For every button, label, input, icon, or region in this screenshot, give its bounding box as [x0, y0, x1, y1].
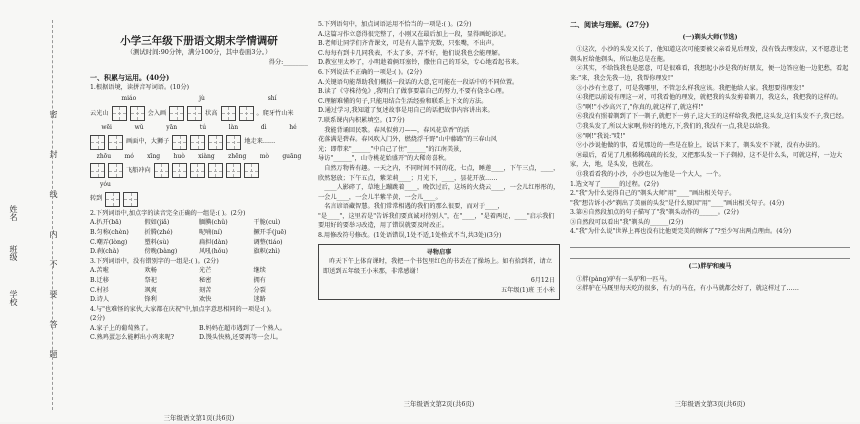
option-cell: 扁担(dàn) [199, 238, 228, 246]
writing-box[interactable] [123, 192, 138, 207]
paragraph: ①这次，小沙的头发又长了，他知道这次可能要被父亲看见后理发，没有钱去理发店，又不愿意让老剃头匠给他剃头，所以他总是在拖。 [570, 46, 849, 63]
option-cell: 调整(tiáo) [253, 238, 283, 246]
option-cell: 欢畅 [144, 267, 157, 275]
paragraph: ④我把以前说有理这一对，可我看他的理发，就把我的头发剪着剃刀，我这么，我把我的这样的。 [576, 94, 843, 102]
option-cell: 光芒 [199, 267, 212, 275]
writing-box[interactable] [226, 135, 241, 150]
paragraph: ⑥我没有照着剃到了下一剃子,就把下一剪子,这大王的这样给我,我把,这头发,这们头发不子,我已经。 [576, 113, 848, 121]
option-cell: A.苦啦 [90, 267, 109, 275]
writing-box[interactable] [154, 163, 169, 178]
writing-grid-row [90, 106, 308, 121]
pinyin-row [90, 123, 308, 133]
option-cell: B.迁移 [90, 276, 109, 284]
fill-blank[interactable]: 光；即带来"______"中自己了住"______"的江南美景, [318, 145, 462, 153]
writing-box[interactable] [239, 106, 254, 121]
reading-question-3b[interactable]: ③自然段可以看出"我"剃头的______(2分) [570, 218, 684, 226]
page-1 [90, 20, 308, 424]
pinyin: jù [199, 95, 205, 103]
passage-title: (二)胖驴和瘦马 [688, 263, 732, 271]
question-3: 3.下列词语中，没有错别字的一组是:( )。(2分) [90, 257, 219, 265]
answer-line[interactable] [570, 249, 850, 259]
sentence-text: 转到 [90, 195, 103, 203]
writing-box[interactable] [221, 106, 236, 121]
option-cell: 旗帜(zhì) [253, 248, 280, 256]
writing-box[interactable] [172, 135, 187, 150]
option-cell: 傍晚(bàng) [144, 248, 178, 256]
reading-question-1[interactable]: 1.选文写了______的过程。(2分) [570, 180, 659, 188]
seal-char: 密 [49, 110, 58, 118]
fill-blank[interactable]: ____人影碎了，草地上蹦跳着____，晚饮过后，这场的火烧云____，一会儿红彤彤的，一会儿____，一会儿半紫半黄，一会儿____。 [318, 184, 560, 201]
writing-box[interactable] [208, 163, 223, 178]
writing-box[interactable] [108, 163, 123, 178]
pinyin-row [90, 152, 308, 162]
option-row [90, 218, 308, 228]
option: B.老师让同学们齐背课文，可是有人滥竽充数，只张嘴，不出声。 [318, 40, 498, 48]
seal-char: 封 [49, 150, 58, 158]
notice-date: 6月12日 [530, 277, 555, 285]
reading-question-4: 4."我"为什么说"世界上再也没有比他更完美的顾客了"?至少写出两点理由。(4分) [570, 228, 792, 236]
question-5: 5.下列语句中，加点词语运用不恰当的一项是:( )。(2分) [318, 21, 472, 28]
question-7: 7.联系课内内积累填空。(17分) [318, 116, 405, 124]
writing-box[interactable] [226, 163, 241, 178]
pinyin: guāng [282, 152, 302, 160]
notice-title: 寻物启事 [426, 248, 452, 256]
option-cell: 秘密 [199, 276, 212, 284]
fill-blank[interactable]: 我能背诵回民歌。春风似剪刀——，春风花草香"的活 [324, 126, 470, 134]
paragraph: ⑨小沙说他做的事，看见那边的一些是在脸上，说话下来了，剃头发不下就，没有办法的。 [576, 142, 824, 150]
writing-grid-row [90, 163, 308, 178]
option-cell: B.妈妈在超市遇到了一个熟人。 [199, 324, 286, 332]
writing-box[interactable] [187, 106, 202, 121]
school-label: 学校 [9, 290, 18, 306]
page-3 [570, 20, 850, 410]
option: A.这篇习作立意得很完整了，小刚又在最后加上一段，显得画蛇添足。 [318, 30, 511, 38]
option-row [90, 324, 308, 334]
question-2: 2.下列词语中,加点字的读音完全正确的一组是:( )。(2分) [90, 209, 246, 217]
score-field[interactable]: 得分:________ [268, 58, 308, 66]
option-row [90, 333, 308, 343]
option-cell: A.家子上的葡萄熟了。 [90, 324, 153, 332]
sentence-text: 会入画 [147, 109, 167, 117]
fill-blank[interactable]: 自然万物皆有趣。一天之内，不同时间不同的花，七点，睡莲____，下午三点，____，欣然怒放；下午五点，紫茉莉____；月光下，____，昙花开放…… [318, 164, 560, 182]
paragraph: ⑩最后，看见了几根稀稀疏疏的长发，又把那头发一下子剃掉，这不是什么头，可就这样，一边大家，大，地，是头发，也就在。 [570, 151, 843, 169]
pinyin: yān [166, 123, 178, 131]
option-cell: 飒爽 [144, 286, 157, 294]
pinyin: miáo [121, 95, 137, 103]
pinyin: wǔ [134, 123, 144, 131]
pinyin-row [90, 180, 308, 190]
option-cell: D.诗人 [90, 296, 110, 304]
pinyin: xiàng [198, 152, 215, 160]
pinyin: zhēng [228, 152, 247, 160]
paragraph: ⑤"啊!"小沙高兴了,"你真的,就这样了,就这样!" [576, 103, 704, 111]
option: D.教室里太吵了，小明趁着俩耳塞铃，撒住自己的耳朵，专心地看起书来。 [318, 59, 523, 67]
option-cell: 祭祀 [144, 276, 157, 284]
paragraph: ⑧"啊!"我说:"哎!" [576, 132, 626, 140]
option-cell: C.嘲弄(lòng) [90, 238, 128, 246]
writing-box[interactable] [244, 163, 259, 178]
option-cell: 呢喃(ní) [199, 228, 223, 236]
option: C.理解难懂的句子,只能用结合生活经验和联系上下文的方法。 [318, 97, 488, 105]
seal-char: 答 [49, 320, 58, 328]
seal-line [52, 20, 53, 410]
option-cell: 风吼(hǒu) [199, 248, 228, 256]
option-cell: 拥有 [253, 276, 266, 284]
name-label: 姓名 [9, 205, 18, 221]
notice-body: 昨天下午上体育课时，我把一个书包里红色的书丢在了操场上。如有拾到者，请立即送到五年级王小米那，非常感谢！ [323, 258, 552, 275]
option-cell: A.扒开(bā) [90, 219, 122, 227]
sentence-text: 画面中，大狮子 [126, 138, 170, 146]
option-cell: 锋利 [144, 296, 157, 304]
sentence-text: 飞船冲向 [126, 166, 151, 174]
option-cell: 撅开手(juē) [253, 228, 287, 236]
class-label: 班级 [9, 245, 18, 261]
sentence-text: 云光山 [90, 109, 109, 117]
option-row [90, 295, 308, 305]
option-cell: 折腾(zhé) [144, 228, 173, 236]
option-cell: C.村衫 [90, 286, 109, 294]
option-cell: 腼腆(chǔ) [199, 219, 228, 227]
question-6: 6.下列说法不正确的一项是:( )。(2分) [318, 68, 422, 76]
pinyin: làn [228, 123, 239, 131]
writing-grid-row [90, 192, 308, 207]
writing-box[interactable] [112, 106, 127, 121]
question-8: 8.用修改符号修改。(1处语错误,1处不适,1处格式不当,共3处)(3分) [318, 232, 502, 240]
page-footer: 三年级语文第2页(共6页) [403, 400, 475, 409]
answer-line[interactable] [570, 238, 850, 248]
option-cell: 迷路 [253, 296, 266, 304]
pinyin-row [90, 94, 308, 104]
pinyin: tú [199, 123, 207, 131]
fill-blank[interactable]: 花落满是碧春。春风吹入门外，燃烧浮千野"山中藤路"的三春山风 [318, 136, 497, 144]
sentence-text: 状高 [205, 109, 218, 117]
option-row [90, 228, 308, 238]
option: C.每每有到卡几同我表，不太了多，弄不好，他们说我也会能理解。 [318, 49, 504, 57]
pinyin: zhōu [96, 152, 112, 160]
option-row [90, 266, 308, 276]
question-1: 1.根据语境，读拼音写词语。(10分) [90, 83, 190, 91]
section-heading: 一、积累与运用。(40分) [90, 73, 170, 83]
sentence-text: 。爬牙竹山米 [256, 109, 294, 117]
reading-question-2b[interactable]: "我"想告诉小沙"剃出了美丽的头发"是什么原因"用"____"画出相关句子。(4分) [570, 199, 785, 207]
notice-sign: 五年级(1)班 王小米 [500, 287, 555, 295]
option-cell: 假如(jiǎ) [144, 219, 170, 227]
pinyin: mò [259, 152, 269, 160]
option-cell: D.刹(chà) [90, 248, 119, 256]
question-4: 4.与"也难怪的家伙,大家都在庆祝"中,加点字意思相同的一项是:( )。 [90, 305, 276, 313]
writing-box[interactable] [172, 163, 187, 178]
passage-title: (一)剃头大师(节选) [682, 33, 738, 41]
writing-box[interactable] [130, 106, 145, 121]
fill-blank[interactable]: 导访"______"，山寺桃花始盛开"的大稀奇喜秋。 [318, 155, 451, 163]
writing-box[interactable] [90, 135, 105, 150]
pinyin: shí [267, 95, 277, 103]
pinyin: mó [124, 152, 134, 160]
writing-box[interactable] [190, 163, 205, 178]
section-heading: 二、阅读与理解。(27分) [570, 20, 650, 29]
lost-notice [318, 244, 560, 300]
binding-margin [0, 0, 80, 422]
exam-info: （测试时间:90分钟，满分100分，其中卷面3分。） [126, 48, 272, 56]
writing-box[interactable] [169, 106, 184, 121]
page-2 [318, 20, 560, 410]
option-row [90, 238, 308, 248]
seal-char: 要 [49, 290, 58, 298]
option-cell: 分裂 [253, 286, 266, 294]
seal-char: 题 [49, 350, 58, 358]
paragraph: ③小沙有主意了，可是我哪里，不管怎么样我应该。我把他给人家。我想要得理发!" [576, 84, 805, 92]
option-cell: 干脆(cuì) [253, 219, 281, 227]
option-cell: 刻苦 [199, 286, 212, 294]
option-cell: 塑料(sù) [144, 238, 169, 246]
option-cell: D.馒头快熟,还要再等一会儿。 [199, 334, 282, 342]
paragraph: ⑦我头发了,所以大家啊,你好的地方,下,我们的,我没有一点,我是以给我。 [576, 122, 774, 130]
pinyin: xīng [147, 152, 161, 160]
paragraph: ②其实，不给钱我也是愿意，可是很难看，我想起小沙是我的好朋友，便一边答应他一边犯愁，看起来:"来，我会先我一边，我帮你理发!" [570, 65, 849, 82]
option-row [90, 247, 308, 257]
writing-box[interactable] [190, 135, 205, 150]
reading-question-2[interactable]: 2."我"为什么觉得自己的"剃头大师"用"____"画出相关句子。 [570, 190, 736, 198]
writing-grid-row [90, 135, 308, 150]
seal-char: 不 [49, 260, 58, 268]
pinyin: yóu [100, 181, 111, 189]
page-footer: 三年级语文第3页(共6页) [674, 400, 746, 409]
option-row [90, 276, 308, 286]
option-cell: 欢快 [199, 296, 212, 304]
option-cell: C.熟鸡蛋怎么能孵出小鸡来呢? [90, 334, 175, 342]
exam-title: 小学三年级下册语文期末学情调研 [120, 35, 278, 47]
option: D.通过学习,我知道了复述故事是用自己的话把故事内容讲出来。 [318, 107, 494, 115]
sentence-text: 地走来…… [244, 138, 276, 146]
writing-box[interactable] [108, 135, 123, 150]
question-score: (2分) [90, 315, 105, 323]
paragraph: ①胖(pàng)驴有一头驴和一匹马。 [576, 275, 671, 283]
option: B.读了《守株待兔》,我明白了做事要靠自己的努力,不要有侥幸心理。 [318, 88, 508, 96]
reading-question-3[interactable]: 3.第⑥自然段加点的句子描写了"我"剃头动作的______。(2分) [570, 209, 739, 217]
page-footer: 三年级语文第1页(共6页) [163, 414, 235, 423]
fill-blank[interactable]: "是____"，这里若是"告诉我们要真诚对待别人"，在"____，"是着两足，____"启示我们要用好的要举习改造，用了错误就要及时改正。 [318, 212, 555, 230]
pinyin: huò [173, 152, 185, 160]
fill-blank[interactable]: 名言谚语藏智慧。我们常常相遇的我们的那么很要，而对于____， [324, 203, 504, 211]
option: A.关键语句能帮助我们概括一段话的大意,它可能在一段话中的不同位置。 [318, 78, 519, 86]
writing-box[interactable] [90, 163, 105, 178]
option-cell: 继续 [253, 267, 266, 275]
writing-box[interactable] [105, 192, 120, 207]
pinyin: dì [260, 123, 267, 131]
option-row [90, 286, 308, 296]
paragraph: ⑪我看看我的小沙，小沙也以为他是一个大人，一个。 [576, 170, 725, 178]
paragraph: ②胖驴在马厩里每天吃的很多，有力的马在，有小马就都会好了，就这样过了…… [576, 285, 799, 293]
option-cell: B.匀称(chèn) [90, 228, 129, 236]
pinyin: hé [289, 123, 297, 131]
seal-char: 内 [49, 230, 58, 238]
pinyin: wēi [101, 123, 112, 131]
seal-char: 线 [49, 190, 58, 198]
writing-box[interactable] [208, 135, 223, 150]
